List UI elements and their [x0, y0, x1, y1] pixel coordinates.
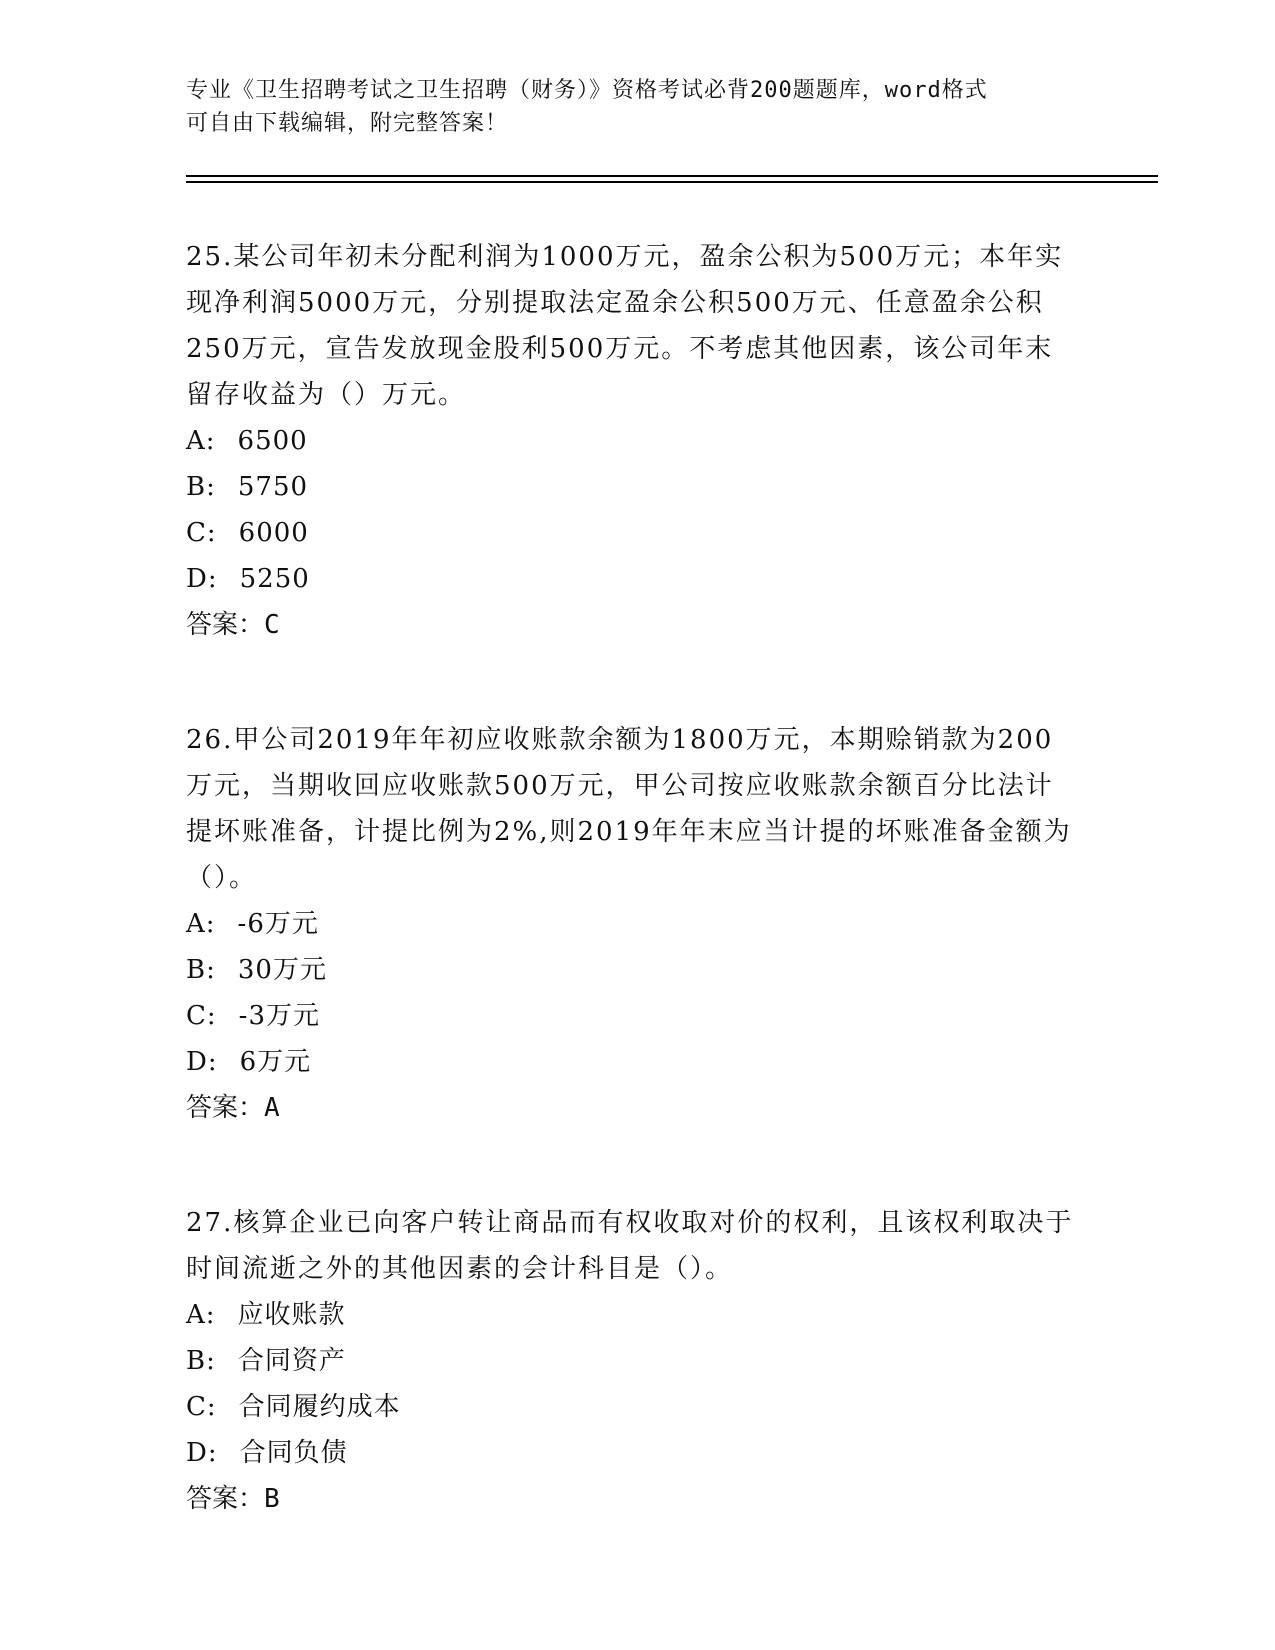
- header-divider-bottom: [186, 181, 1158, 183]
- option-c: [186, 1384, 1076, 1430]
- option-text: 6500: [237, 426, 308, 456]
- question-27: [186, 1200, 1076, 1522]
- option-text: 5750: [237, 472, 309, 502]
- question-25: [186, 234, 1076, 648]
- option-c: [186, 993, 1076, 1039]
- option-b: [186, 1338, 1076, 1384]
- option-text: 6万元: [239, 1047, 312, 1077]
- option-text: 合同资产: [237, 1346, 346, 1376]
- option-a: [186, 901, 1076, 947]
- answer-line: 答案：C: [186, 610, 280, 640]
- option-letter: A:: [186, 1300, 216, 1330]
- option-text: 6000: [238, 518, 309, 548]
- option-b: [186, 947, 1076, 993]
- header-line-2: 可自由下载编辑，附完整答案！: [186, 111, 509, 136]
- option-letter: C:: [186, 1392, 217, 1422]
- question-list: [186, 234, 1076, 1591]
- option-text: -3万元: [238, 1001, 320, 1031]
- option-text: 合同履约成本: [238, 1392, 401, 1422]
- option-d: [186, 1430, 1076, 1476]
- option-letter: D:: [186, 564, 218, 594]
- option-text: 合同负债: [239, 1438, 348, 1468]
- answer-line: 答案：B: [186, 1484, 280, 1514]
- option-letter: A:: [186, 909, 216, 939]
- option-letter: B:: [186, 472, 216, 502]
- answer-line: 答案：A: [186, 1093, 280, 1123]
- header-divider-top: [186, 175, 1158, 177]
- option-text: 应收账款: [237, 1300, 346, 1330]
- question-stem: 25.某公司年初未分配利润为1000万元，盈余公积为500万元；本年实现净利润5000万元，分别提取法定盈余公积500万元、任意盈余公积250万元，宣告发放现金股利500万元。不考虑其他因素，该公司年末留存收益为（）万元。: [186, 242, 1064, 410]
- question-stem: 26.甲公司2019年年初应收账款余额为1800万元，本期赊销款为200万元，当期收回应收账款500万元，甲公司按应收账款余额百分比法计提坏账准备，计提比例为2%,则2019年年末应当计提的坏账准备金额为（）。: [186, 725, 1072, 893]
- option-letter: A:: [186, 426, 216, 456]
- option-d: [186, 556, 1076, 602]
- option-text: 5250: [239, 564, 310, 594]
- option-text: 30万元: [237, 955, 327, 985]
- option-d: [186, 1039, 1076, 1085]
- option-letter: C:: [186, 1001, 217, 1031]
- header-line-1: 专业《卫生招聘考试之卫生招聘（财务）》资格考试必背200题题库，word格式: [186, 78, 988, 103]
- question-stem: 27.核算企业已向客户转让商品而有权收取对价的权利，且该权利取决于时间流逝之外的其他因素的会计科目是（）。: [186, 1208, 1074, 1284]
- option-letter: B:: [186, 1346, 216, 1376]
- option-letter: D:: [186, 1438, 218, 1468]
- option-a: [186, 418, 1076, 464]
- document-header: [186, 74, 1086, 140]
- question-26: [186, 717, 1076, 1131]
- option-letter: C:: [186, 518, 217, 548]
- option-b: [186, 464, 1076, 510]
- option-letter: B:: [186, 955, 216, 985]
- option-c: [186, 510, 1076, 556]
- option-text: -6万元: [237, 909, 319, 939]
- option-letter: D:: [186, 1047, 218, 1077]
- option-a: [186, 1292, 1076, 1338]
